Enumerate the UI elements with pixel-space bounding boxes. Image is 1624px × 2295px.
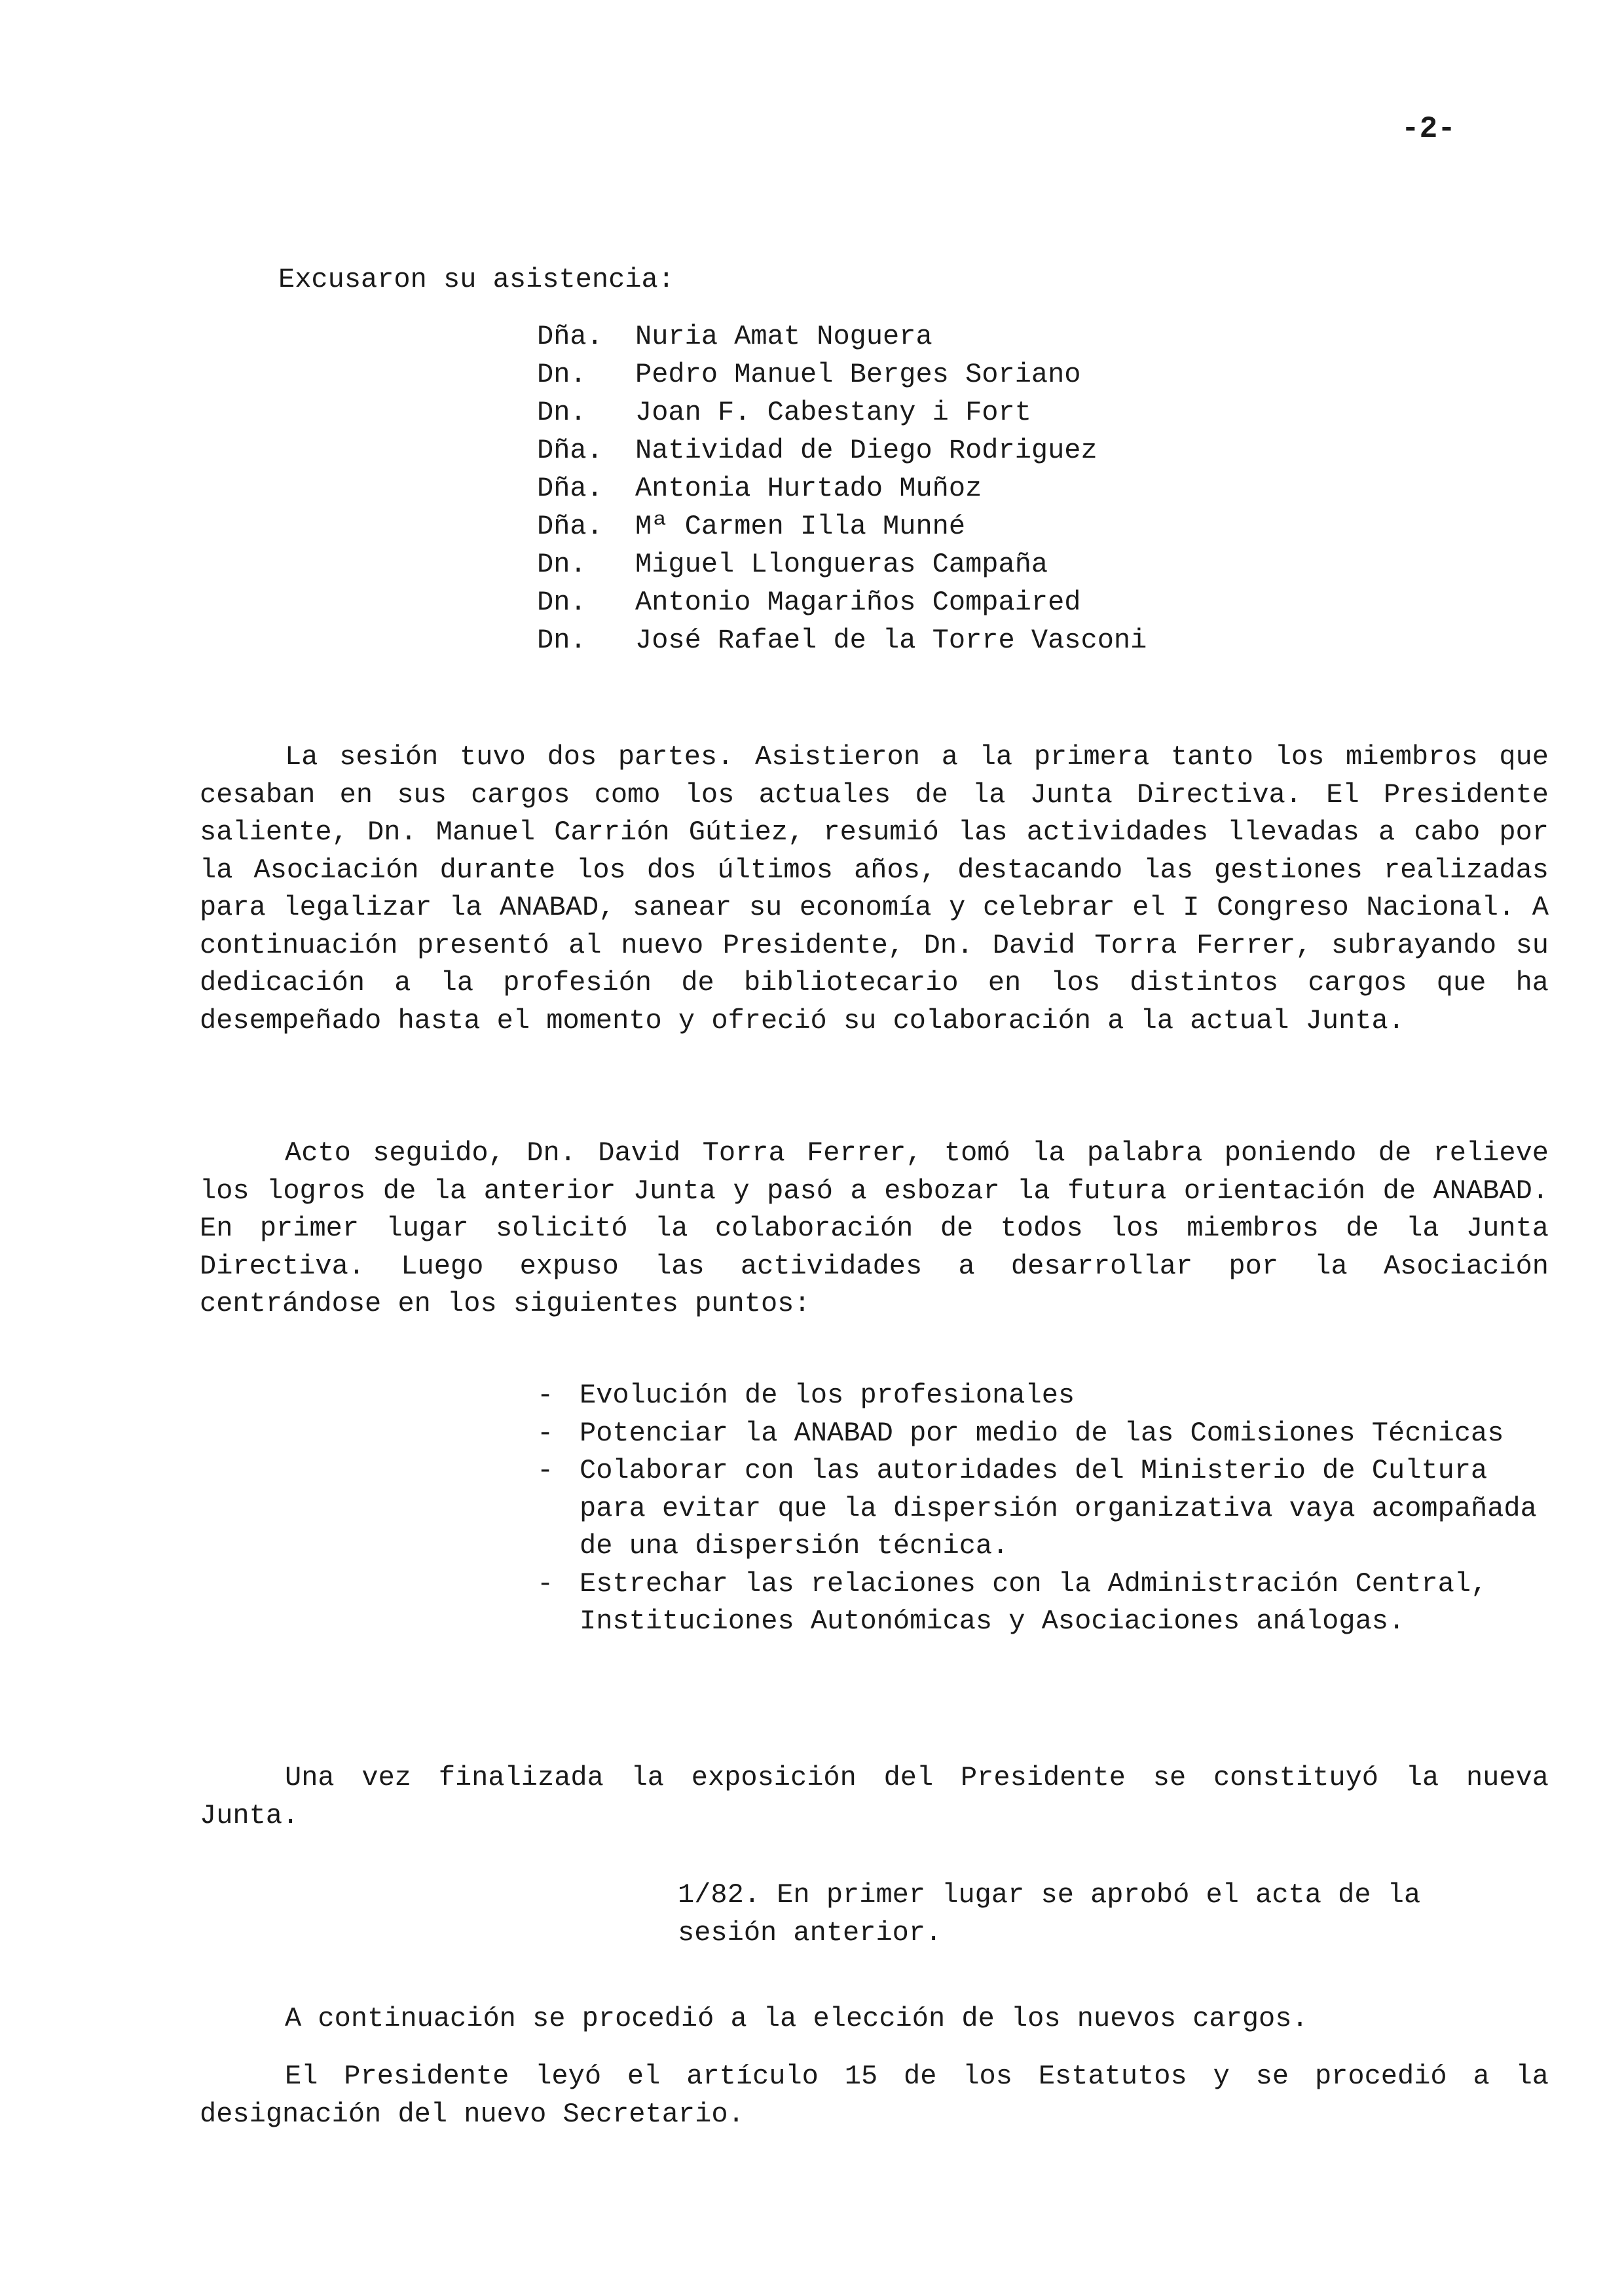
paragraph-text: Acto seguido, Dn. David Torra Ferrer, tomó la palabra poniendo de relieve los logros de la anterior Junta y pasó a esbozar la futura orientación de ANABAD. En primer lugar solicitó la colaboración de todos los miembros de la Junta Directiva. Luego expuso las actividades a desarrollar por la Asociación centrándose en los siguientes puntos: (200, 1137, 1549, 1319)
attendee-title: Dn. (537, 359, 587, 390)
president-speech-paragraph (200, 1135, 1549, 1323)
attendee-item (537, 394, 1147, 431)
activity-point (537, 1377, 1559, 1415)
attendee-title: Dn. (537, 625, 587, 656)
activity-point-text: Colaborar con las autoridades del Ministerio de Cultura para evitar que la dispersión organizativa vaya acompañada de una dispersión técnica. (580, 1455, 1537, 1562)
attendee-name: José Rafael de la Torre Vasconi (635, 625, 1147, 656)
attendee-name: Miguel Llongueras Campaña (635, 549, 1048, 580)
bullet-dash: - (537, 1568, 554, 1600)
attendee-title: Dña. (537, 511, 603, 542)
attendee-name: Antonio Magariños Compaired (635, 587, 1081, 618)
attendee-item (537, 318, 1147, 356)
attendee-title: Dña. (537, 321, 603, 352)
new-board-paragraph (200, 1759, 1549, 1835)
page-number: -2- (1401, 112, 1456, 146)
paragraph-text: A continuación se procedió a la elección de los nuevos cargos. (285, 2003, 1308, 2034)
attendee-title: Dña. (537, 473, 603, 504)
attendee-item (537, 469, 1147, 507)
attendee-name: Antonia Hurtado Muñoz (635, 473, 982, 504)
bullet-dash: - (537, 1380, 554, 1411)
attendee-name: Natividad de Diego Rodriguez (635, 435, 1098, 466)
attendee-title: Dn. (537, 397, 587, 428)
activity-point-text: Estrechar las relaciones con la Administración Central, Instituciones Autonómicas y Asociaciones análogas. (580, 1568, 1488, 1637)
attendee-title: Dña. (537, 435, 603, 466)
activity-point (537, 1415, 1559, 1453)
activity-point (537, 1566, 1559, 1641)
bullet-dash: - (537, 1417, 554, 1449)
activity-point-text: Evolución de los profesionales (580, 1380, 1075, 1411)
attendee-name: Joan F. Cabestany i Fort (635, 397, 1031, 428)
attendee-item (537, 583, 1147, 621)
election-paragraph (200, 2000, 1549, 2038)
paragraph-text: La sesión tuvo dos partes. Asistieron a la primera tanto los miembros que cesaban en sus cargos como los actuales de la Junta Directiva. El Presidente saliente, Dn. Manuel Carrión Gútiez, resumió las actividades llevadas a cabo por la Asociación durante los dos últimos años, destacando las gestiones realizadas para legalizar la ANABAD, sanear su economía y celebrar el I Congreso Nacional. A continuación presentó al nuevo Presidente, Dn. David Torra Ferrer, subrayando su dedicación a la profesión de bibliotecario en los distintos cargos que ha desempeñado hasta el momento y ofreció su colaboración a la actual Junta. (200, 741, 1549, 1037)
attendee-item (537, 431, 1147, 469)
attendee-title: Dn. (537, 549, 587, 580)
activity-point-text: Potenciar la ANABAD por medio de las Comisiones Técnicas (580, 1417, 1504, 1449)
bullet-dash: - (537, 1455, 554, 1486)
attendee-item (537, 621, 1147, 659)
attendee-name: Pedro Manuel Berges Soriano (635, 359, 1081, 390)
paragraph-text: El Presidente leyó el artículo 15 de los Estatutos y se procedió a la designación del nuevo Secretario. (200, 2061, 1549, 2130)
attendee-item (537, 545, 1147, 583)
attendee-item (537, 507, 1147, 545)
activity-points-list (537, 1377, 1559, 1641)
statutes-paragraph (200, 2058, 1549, 2133)
attendee-item (537, 356, 1147, 394)
attendee-title: Dn. (537, 587, 587, 618)
activity-point (537, 1452, 1559, 1566)
minute-item-1-82: 1/82. En primer lugar se aprobó el acta de la sesión anterior. (678, 1879, 1421, 1949)
attendee-name: Nuria Amat Noguera (635, 321, 932, 352)
excused-heading: Excusaron su asistencia: (278, 264, 674, 295)
attendee-name: Mª Carmen Illa Munné (635, 511, 966, 542)
session-summary-paragraph (200, 739, 1549, 1040)
excused-attendee-list (537, 318, 1147, 659)
paragraph-text: Una vez finalizada la exposición del Presidente se constituyó la nueva Junta. (200, 1762, 1549, 1831)
